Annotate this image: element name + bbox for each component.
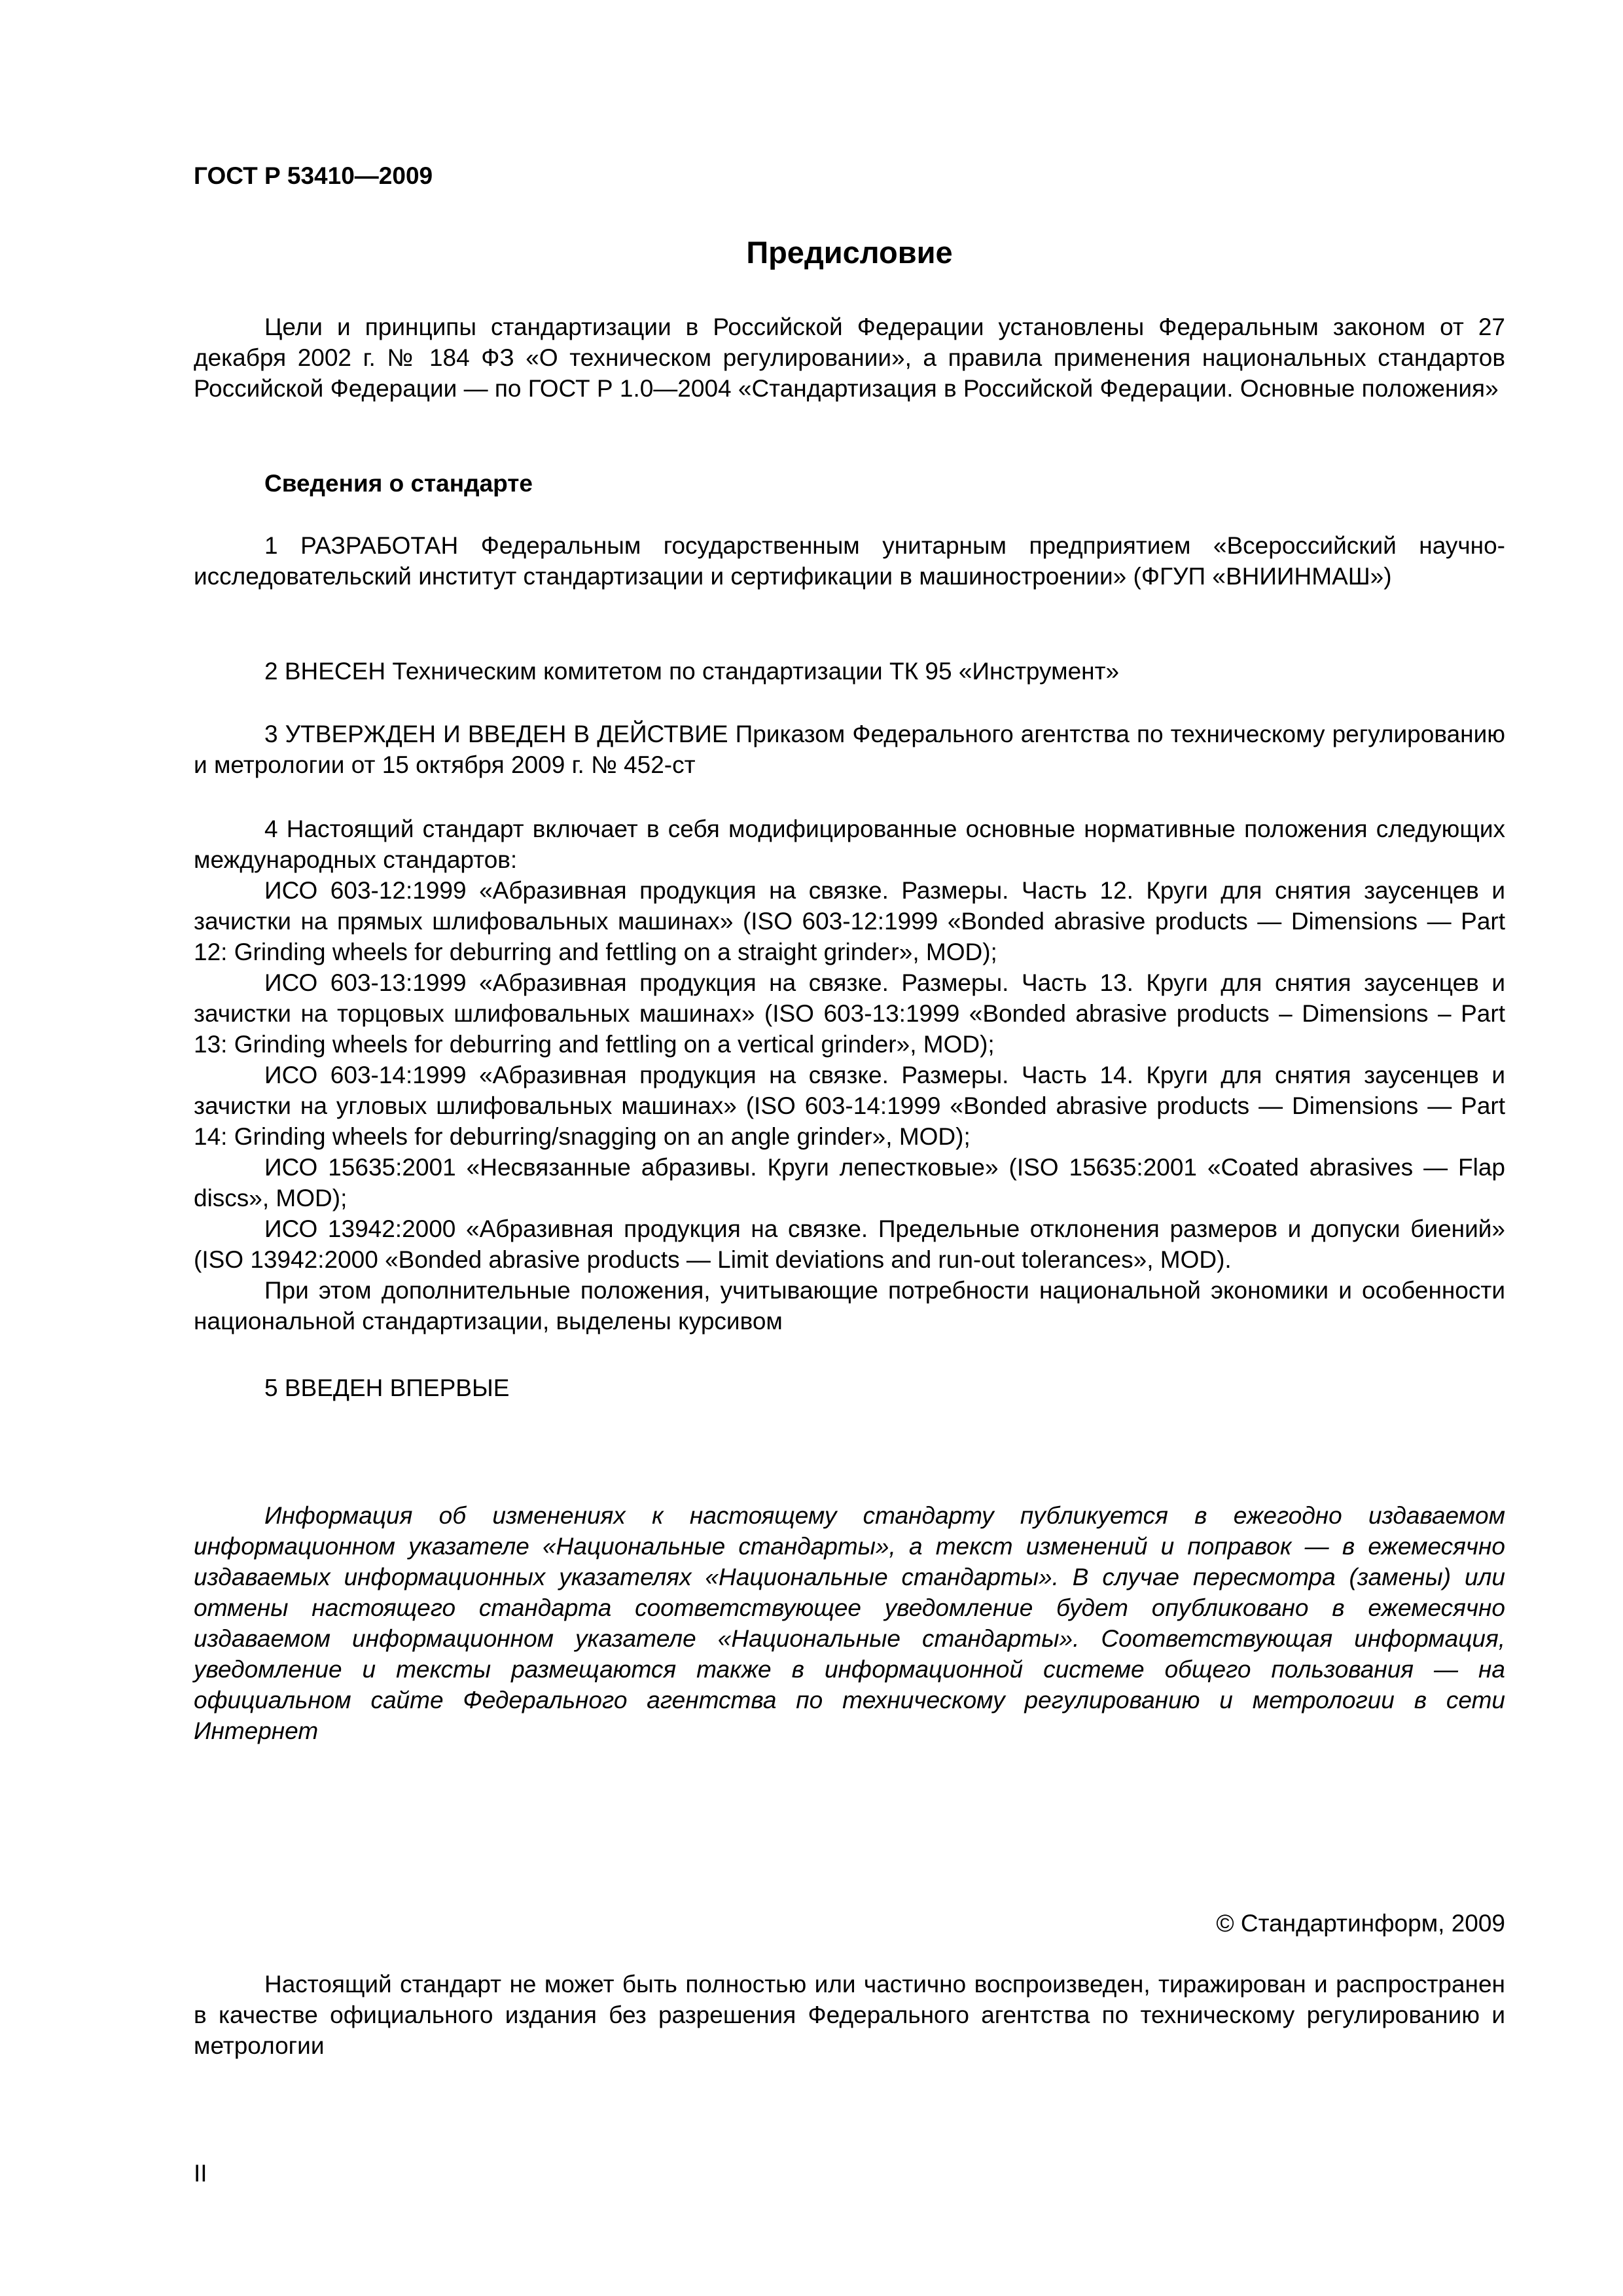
item-4-block [194,814,1505,1336]
item-4-iso-603-13: ИСО 603-13:1999 «Абразивная продукция на связке. Размеры. Часть 13. Круги для снятия заусенцев и зачистки на торцовых шлифовальных машинах» (ISO 603-13:1999 «Bonded abrasive products – Dimensions – Part 13: Grinding wheels for deburring and fettling on a vertical grinder», MOD); [194,969,1505,1058]
page-title: Предисловие [746,235,953,270]
section-heading: Сведения о стандарте [264,470,533,497]
page-number: II [194,2160,207,2187]
item-5-paragraph: 5 ВВЕДЕН ВПЕРВЫЕ [264,1374,510,1401]
document-page [194,0,1505,2296]
item-4-note: При этом дополнительные положения, учитывающие потребности национальной экономики и особенности национальной стандартизации, выделены курсивом [194,1277,1505,1335]
intro-paragraph: Цели и принципы стандартизации в Российской Федерации установлены Федеральным законом от 27 декабря 2002 г. № 184 ФЗ «О техническом регулировании», а правила применения национальных стандартов Российской Федерации — по ГОСТ Р 1.0—2004 «Стандартизация в Российской Федерации. Основные положения» [194,314,1505,402]
standard-number-header: ГОСТ Р 53410—2009 [194,162,433,189]
item-4-iso-603-12: ИСО 603-12:1999 «Абразивная продукция на связке. Размеры. Часть 12. Круги для снятия заусенцев и зачистки на прямых шлифовальных машинах» (ISO 603-12:1999 «Bonded abrasive products — Dimensions — Part 12: Grinding wheels for deburring and fettling on a straight grinder», MOD); [194,877,1505,965]
item-2-paragraph: 2 ВНЕСЕН Техническим комитетом по стандартизации ТК 95 «Инструмент» [264,658,1120,685]
info-notice: Информация об изменениях к настоящему стандарту публикуется в ежегодно издаваемом информационном указателе «Национальные стандарты», а текст изменений и поправок — в ежемесячно издаваемых информационных указателях «Национальные стандарты». В случае пересмотра (замены) или отмены настоящего стандарта соответствующее уведомление будет опубликовано в ежемесячно издаваемом информационном указателе «Национальные стандарты». Соответствующая информация, уведомление и тексты размещаются также в информационной системе общего пользования — на официальном сайте Федерального агентства по техническому регулированию и метрологии в сети Интернет [194,1502,1505,1744]
item-4-intro: 4 Настоящий стандарт включает в себя модифицированные основные нормативные положения следующих международных стандартов: [194,816,1505,873]
item-4-iso-15635: ИСО 15635:2001 «Несвязанные абразивы. Круги лепестковые» (ISO 15635:2001 «Coated abrasives — Flap discs», MOD); [194,1154,1505,1211]
item-1-paragraph: 1 РАЗРАБОТАН Федеральным государственным унитарным предприятием «Всероссийский научно-исследовательский институт стандартизации и сертификации в машиностроении» (ФГУП «ВНИИНМАШ») [194,532,1505,590]
copyright-notice: Настоящий стандарт не может быть полностью или частично воспроизведен, тиражирован и распространен в качестве официального издания без разрешения Федерального агентства по техническому регулированию и метрологии [194,1971,1505,2059]
copyright-line: © Стандартинформ, 2009 [1216,1910,1505,1937]
item-3-paragraph: 3 УТВЕРЖДЕН И ВВЕДЕН В ДЕЙСТВИЕ Приказом Федерального агентства по техническому регулированию и метрологии от 15 октября 2009 г. № 452-ст [194,721,1505,778]
item-4-iso-13942: ИСО 13942:2000 «Абразивная продукция на связке. Предельные отклонения размеров и допуски биений» (ISO 13942:2000 «Bonded abrasive products — Limit deviations and run-out tolerances», MOD). [194,1215,1505,1273]
item-4-iso-603-14: ИСО 603-14:1999 «Абразивная продукция на связке. Размеры. Часть 14. Круги для снятия заусенцев и зачистки на угловых шлифовальных машинах» (ISO 603-14:1999 «Bonded abrasive products — Dimensions — Part 14: Grinding wheels for deburring/snagging on an angle grinder», MOD); [194,1062,1505,1150]
